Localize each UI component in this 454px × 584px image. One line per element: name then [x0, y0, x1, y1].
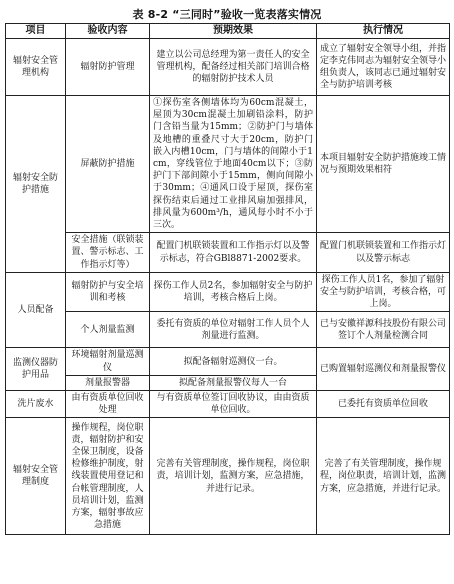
cell-content: 剂量报警器: [66, 375, 150, 390]
cell-item: 辐射安全管理机构: [6, 39, 66, 96]
header-content: 验收内容: [66, 24, 150, 39]
cell-content: 个人剂量监测: [66, 312, 150, 348]
cell-execution: 成立了辐射安全领导小组，并指定李克伟同志为辐射安全领导小组负责人，该同志已通过辐射安全与防护培训考核: [317, 39, 450, 96]
header-row: [6, 24, 450, 39]
cell-item: 人员配备: [6, 272, 66, 348]
cell-execution: 已委托有资质单位回收: [317, 391, 450, 418]
cell-content: 辐射防护与安全培训和考核: [66, 272, 150, 312]
table-row: [6, 312, 450, 348]
table-row: [6, 418, 450, 535]
cell-execution: 探伤工作人员1名，参加了辐射安全与防护培训，考核合格，可上岗。: [317, 272, 450, 312]
cell-content: 安全措施（联锁装置、警示标志、工作指示灯等）: [66, 233, 150, 273]
cell-expected: 探伤工作人员2名，参加辐射安全与防护培训，考核合格后上岗。: [150, 272, 317, 312]
table-title: 表 8-2 “三同时”验收一览表落实情况: [132, 8, 322, 21]
cell-execution: 已购置辐射巡测仪和剂量报警仪: [317, 348, 450, 391]
cell-expected: 拟配备剂量报警仪每人一台: [150, 375, 317, 390]
header-execution: 执行情况: [317, 24, 450, 39]
table-row: [6, 39, 450, 96]
cell-expected: 建立以公司总经理为第一责任人的安全管理机构，配备经过相关部门培训合格的辐射防护技术人员: [150, 39, 317, 96]
header-item: 项目: [6, 24, 66, 39]
cell-item: 监测仪器防护用品: [6, 348, 66, 391]
table-row: [6, 348, 450, 375]
acceptance-table: [5, 23, 450, 535]
cell-expected: 配置门机联锁装置和工作指示灯以及警示标志，符合GBl8871-2002要求。: [150, 233, 317, 273]
cell-content: 由有资质单位回收处理: [66, 391, 150, 418]
cell-execution: 配置门机联锁装置和工作指示灯以及警示标志: [317, 233, 450, 273]
cell-expected: 委托有资质的单位对辐射工作人员个人剂量进行监测。: [150, 312, 317, 348]
cell-execution: 完善了有关管理制度，操作规程，岗位职责，培训计划，监测方案，应急措施，并进行记录。: [317, 418, 450, 535]
cell-content: 操作规程，岗位职责，辐射防护和安全保卫制度，设备检修维护制度，射线装置使用登记和台帐管理制度，人员培训计划，监测方案，辐射事故应急措施: [66, 418, 150, 535]
table-row: [6, 233, 450, 273]
cell-item: 洗片废水: [6, 391, 66, 418]
table-row: [6, 96, 450, 233]
cell-expected: 与有资质单位签订回收协议，由由资质单位回收。: [150, 391, 317, 418]
cell-content: 环境辐射剂量巡测仪: [66, 348, 150, 375]
cell-content: 辐射防护管理: [66, 39, 150, 96]
cell-execution: 本项目辐射安全防护措施竣工情况与预期效果相符: [317, 96, 450, 233]
table-row: [6, 272, 450, 312]
cell-execution: 已与安徽祥源科技股份有限公司签订个人剂量检测合同: [317, 312, 450, 348]
cell-item: 辐射安全防护措施: [6, 96, 66, 273]
cell-item: 辐射安全管理制度: [6, 418, 66, 535]
header-expected: 预期效果: [150, 24, 317, 39]
cell-expected: 完善有关管理制度，操作规程，岗位职责，培训计划，监测方案，应急措施，并进行记录。: [150, 418, 317, 535]
cell-expected: ①探伤室各侧墙体均为60cm混凝土，屋顶为30cm混凝土加刷铅涂料，防护门含铅当量为15mm；②防护门与墙体及地槽的重叠尺寸大于20cm，防护门嵌入内槽10cm，门与墙体的间隙小于1cm，穿线管位于地面40cm以下；③防护门下部间隙小于15mm，侧向间隙小于30mm；④通风口设于屋顶，探伤室探伤结束后通过工业排风扇加强排风，排风量为600m³/h，通风每小时不小于三次。: [150, 96, 317, 233]
table-row: [6, 391, 450, 418]
cell-content: 屏蔽防护措施: [66, 96, 150, 233]
cell-expected: 拟配备辐射巡测仪一台。: [150, 348, 317, 375]
